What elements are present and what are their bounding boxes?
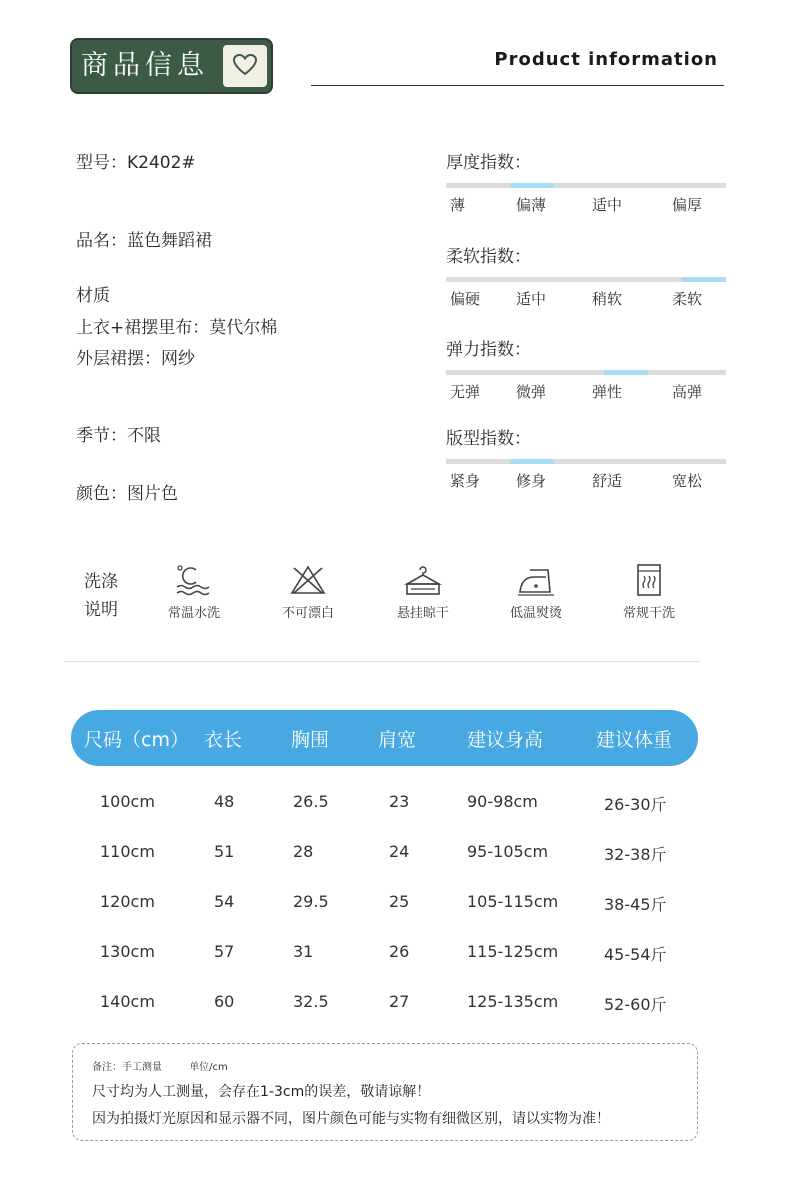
index-label: 宽松 [672, 472, 703, 490]
index-bar-0 [446, 183, 726, 188]
note-line2: 因为拍摄灯光原因和显示器不同，图片颜色可能与实物有细微区别，请以实物为准！ [92, 1111, 610, 1127]
index-label: 稍软 [592, 290, 623, 308]
index-label: 无弹 [450, 383, 481, 401]
section-title-en: Product information [494, 49, 718, 70]
th-weight: 建议体重 [596, 729, 673, 751]
cell-shoulder: 24 [389, 842, 410, 861]
wash-water-icon [174, 564, 214, 596]
note-unit: 单位/cm [189, 1062, 228, 1073]
index-title-2: 弹力指数： [446, 340, 531, 360]
index-label: 适中 [516, 290, 547, 308]
note-box [72, 1043, 698, 1141]
cell-shoulder: 27 [389, 992, 410, 1011]
cell-length: 60 [214, 992, 235, 1011]
note-measure: 备注：手工测量 [92, 1062, 162, 1073]
cell-weight: 32-38斤 [604, 845, 667, 864]
th-size: 尺码（cm） [84, 729, 189, 751]
index-label: 柔软 [672, 290, 703, 308]
section-badge [70, 38, 273, 94]
index-label: 紧身 [450, 472, 481, 490]
index-selected-mark [682, 277, 726, 282]
cell-shoulder: 26 [389, 942, 410, 961]
index-label: 弹性 [592, 383, 623, 401]
index-bar-1 [446, 277, 726, 282]
cell-weight: 52-60斤 [604, 995, 667, 1014]
care-hang-label: 悬挂晾干 [396, 606, 449, 621]
section-title-cn: 商品信息 [81, 50, 209, 81]
th-length: 衣长 [204, 729, 243, 751]
header-underline [311, 85, 724, 86]
care-wash-label: 常温水洗 [167, 606, 220, 621]
info-season: 季节：不限 [76, 426, 161, 446]
index-label: 高弹 [672, 383, 703, 401]
index-label: 微弹 [516, 383, 547, 401]
low-iron-icon [516, 564, 556, 596]
care-dryclean-label: 常规干洗 [622, 606, 675, 621]
note-line1: 尺寸均为人工测量，会存在1-3cm的误差，敬请谅解！ [92, 1084, 431, 1100]
index-label: 偏厚 [672, 196, 703, 214]
index-label: 薄 [450, 196, 466, 214]
dry-clean-icon [629, 564, 669, 596]
care-hang [368, 564, 478, 621]
cell-chest: 29.5 [293, 892, 329, 911]
cell-height: 95-105cm [467, 842, 549, 861]
index-bar-3 [446, 459, 726, 464]
index-label: 舒适 [592, 472, 623, 490]
care-wash [139, 564, 249, 621]
cell-size: 100cm [100, 792, 155, 811]
index-bar-2 [446, 370, 726, 375]
cell-chest: 26.5 [293, 792, 329, 811]
cell-length: 51 [214, 842, 235, 861]
care-bleach [253, 564, 363, 621]
th-chest: 胸围 [291, 729, 330, 751]
cell-size: 130cm [100, 942, 155, 961]
cell-chest: 31 [293, 942, 314, 961]
section-divider [64, 661, 700, 662]
cell-weight: 38-45斤 [604, 895, 667, 914]
index-label: 修身 [516, 472, 547, 490]
th-height: 建议身高 [467, 729, 544, 751]
cell-shoulder: 23 [389, 792, 410, 811]
cell-chest: 28 [293, 842, 314, 861]
index-selected-mark [510, 183, 554, 188]
care-title [84, 568, 118, 624]
note-small [92, 1058, 252, 1073]
cell-size: 140cm [100, 992, 155, 1011]
info-name: 品名：蓝色舞蹈裙 [76, 231, 212, 251]
care-iron-label: 低温熨烫 [509, 606, 562, 621]
info-color: 颜色：图片色 [76, 484, 178, 504]
info-material-line1: 上衣+裙摆里布：莫代尔棉 [76, 318, 278, 338]
info-material-title: 材质 [76, 286, 110, 306]
cell-chest: 32.5 [293, 992, 329, 1011]
care-iron [481, 564, 591, 621]
cell-shoulder: 25 [389, 892, 410, 911]
info-model: 型号：K2402# [76, 153, 196, 173]
heart-icon [223, 45, 267, 87]
index-title-3: 版型指数： [446, 429, 531, 449]
care-dryclean [594, 564, 704, 621]
info-material-line2: 外层裙摆：网纱 [76, 349, 195, 369]
care-title-line1: 洗涤 [84, 572, 118, 592]
hang-dry-icon [403, 564, 443, 596]
cell-size: 120cm [100, 892, 155, 911]
th-shoulder: 肩宽 [378, 729, 417, 751]
index-label: 偏硬 [450, 290, 481, 308]
cell-height: 105-115cm [467, 892, 559, 911]
cell-weight: 45-54斤 [604, 945, 667, 964]
cell-height: 115-125cm [467, 942, 559, 961]
care-bleach-label: 不可漂白 [281, 606, 334, 621]
index-title-1: 柔软指数： [446, 247, 531, 267]
no-bleach-icon [288, 564, 328, 596]
cell-height: 125-135cm [467, 992, 559, 1011]
index-label: 适中 [592, 196, 623, 214]
care-title-line2: 说明 [84, 600, 118, 620]
size-table-header [71, 710, 698, 766]
index-selected-mark [604, 370, 648, 375]
cell-height: 90-98cm [467, 792, 538, 811]
index-title-0: 厚度指数： [446, 153, 531, 173]
cell-length: 48 [214, 792, 235, 811]
cell-size: 110cm [100, 842, 155, 861]
cell-length: 54 [214, 892, 235, 911]
index-label: 偏薄 [516, 196, 547, 214]
cell-length: 57 [214, 942, 235, 961]
cell-weight: 26-30斤 [604, 795, 667, 814]
index-selected-mark [510, 459, 554, 464]
